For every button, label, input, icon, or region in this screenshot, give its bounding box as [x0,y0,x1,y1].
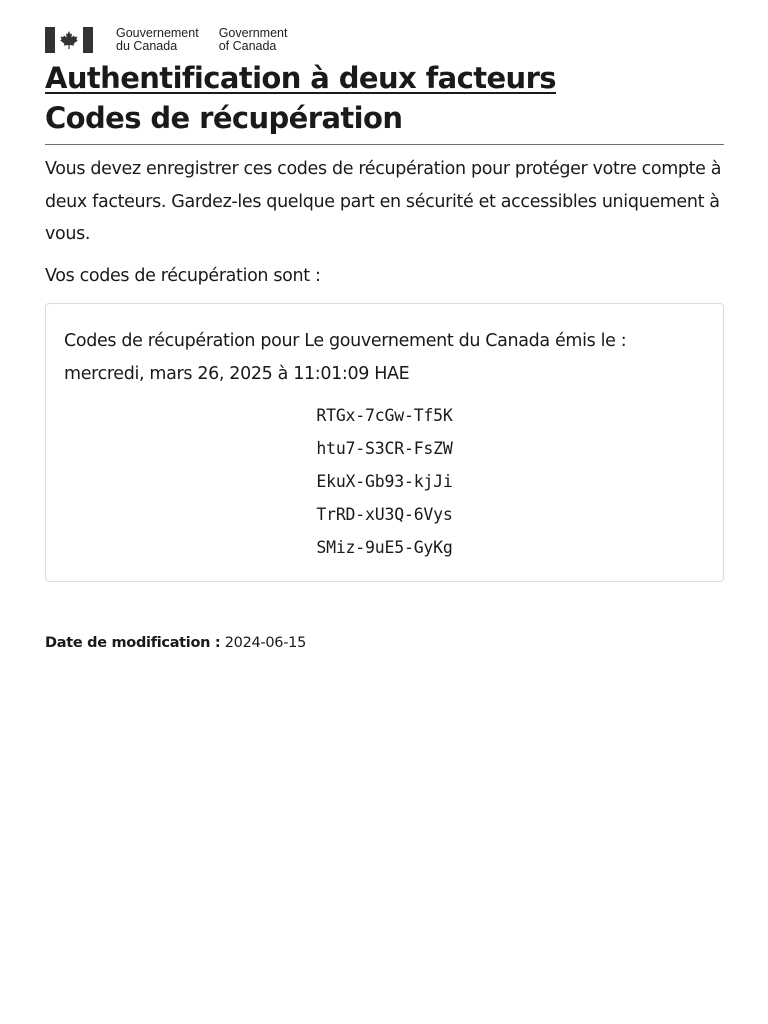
signature-english [219,27,288,53]
recovery-code: SMiz-9uE5-GyKg [316,538,453,557]
recovery-code: htu7-S3CR-FsZW [316,439,453,458]
codes-panel-header-line1: Codes de récupération pour Le gouvernement du Canada émis le : [64,331,627,351]
title-divider [45,144,724,145]
date-modified-label: Date de modification : [45,635,221,651]
page-title [45,58,724,138]
recovery-code: EkuX-Gb93-kjJi [316,472,453,491]
date-modified-value: 2024-06-15 [224,635,307,651]
canada-flag-icon [45,27,97,53]
page-title-main: Authentification à deux facteurs [45,61,556,95]
signature-en-line1: Government [218,26,288,40]
codes-issued-datetime: mercredi, mars 26, 2025 à 11:01:09 HAE [64,363,410,384]
government-signature[interactable] [45,27,287,55]
page-subtitle: Codes de récupération [45,101,403,135]
intro-paragraph: Vous devez enregistrer ces codes de récupération pour protéger votre compte à deux facteurs. Gardez-les quelque part en sécurité et accessibles uniquement à vous. [45,159,722,244]
recovery-code: TrRD-xU3Q-6Vys [316,505,453,524]
recovery-code: RTGx-7cGw-Tf5K [316,406,453,425]
signature-en-line2: of Canada [218,39,277,53]
signature-fr-line2: du Canada [116,39,178,53]
recovery-codes-panel [45,303,724,582]
signature-fr-line1: Gouvernement [116,26,199,40]
codes-panel-header [64,325,704,390]
signature-french [116,27,199,53]
codes-lead-text: Vos codes de récupération sont : [45,266,321,286]
date-modified [45,632,306,654]
recovery-code-list [46,399,723,564]
